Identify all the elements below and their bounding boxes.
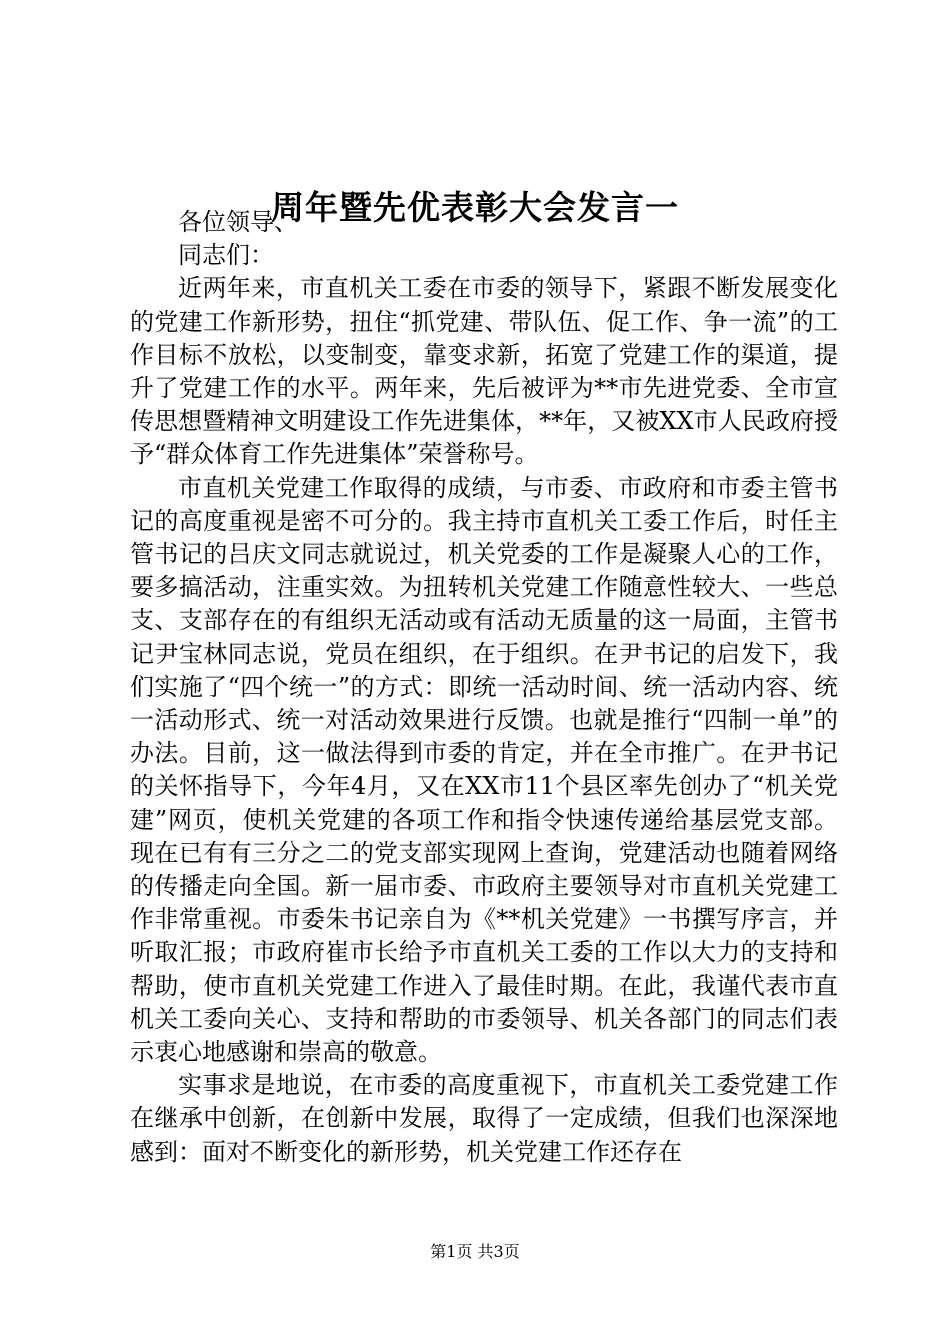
body-paragraph: 近两年来，市直机关工委在市委的领导下，紧跟不断发展变化的党建工作新形势，扭住“抓党建、带队伍、促工作、争一流”的工作目标不放松，以变制变，靠变求新，拓宽了党建工作的渠道，提升了党建工作的水平。两年来，先后被评为**市先进党委、全市宣传思想暨精神文明建设工作先进集体，**年，又被XX市人民政府授予“群众体育工作先进集体”荣誉称号。	[130, 274, 838, 469]
document-body	[130, 206, 838, 1169]
salutation-comrades: 同志们：	[178, 241, 274, 270]
document-title: 周年暨先优表彰大会发言一	[271, 188, 679, 227]
page-number: 第1页 共3页	[430, 1242, 520, 1261]
body-paragraph: 市直机关党建工作取得的成绩，与市委、市政府和市委主管书记的高度重视是密不可分的。我主持市直机关工委工作后，时任主管书记的吕庆文同志就说过，机关党委的工作是凝聚人心的工作，要多搞活动，注重实效。为扭转机关党建工作随意性较大、一些总支、支部存在的有组织无活动或有活动无质量的这一局面，主管书记尹宝林同志说，党员在组织，在于组织。在尹书记的启发下，我们实施了“四个统一”的方式：即统一活动时间、统一活动内容、统一活动形式、统一对活动效果进行反馈。也就是推行“四制一单”的办法。目前，这一做法得到市委的肯定，并在全市推广。在尹书记的关怀指导下，今年4月，又在XX市11个县区率先创办了“机关党建”网页，使机关党建的各项工作和指令快速传递给基层党支部。现在已有有三分之二的党支部实现网上查询，党建活动也随着网络的传播走向全国。新一届市委、市政府主要领导对市直机关党建工作非常重视。市委朱书记亲自为《**机关党建》一书撰写序言，并听取汇报；市政府崔市长给予市直机关工委的工作以大力的支持和帮助，使市直机关党建工作进入了最佳时期。在此，我谨代表市直机关工委向关心、支持和帮助的市委领导、机关各部门的同志们表示衷心地感谢和崇高的敬意。	[130, 473, 838, 1067]
salutation-leaders: 各位领导、	[178, 208, 298, 236]
body-paragraph: 实事求是地说，在市委的高度重视下，市直机关工委党建工作在继承中创新，在创新中发展，取得了一定成绩，但我们也深深地感到：面对不断变化的新形势，机关党建工作还存在	[130, 1071, 838, 1166]
